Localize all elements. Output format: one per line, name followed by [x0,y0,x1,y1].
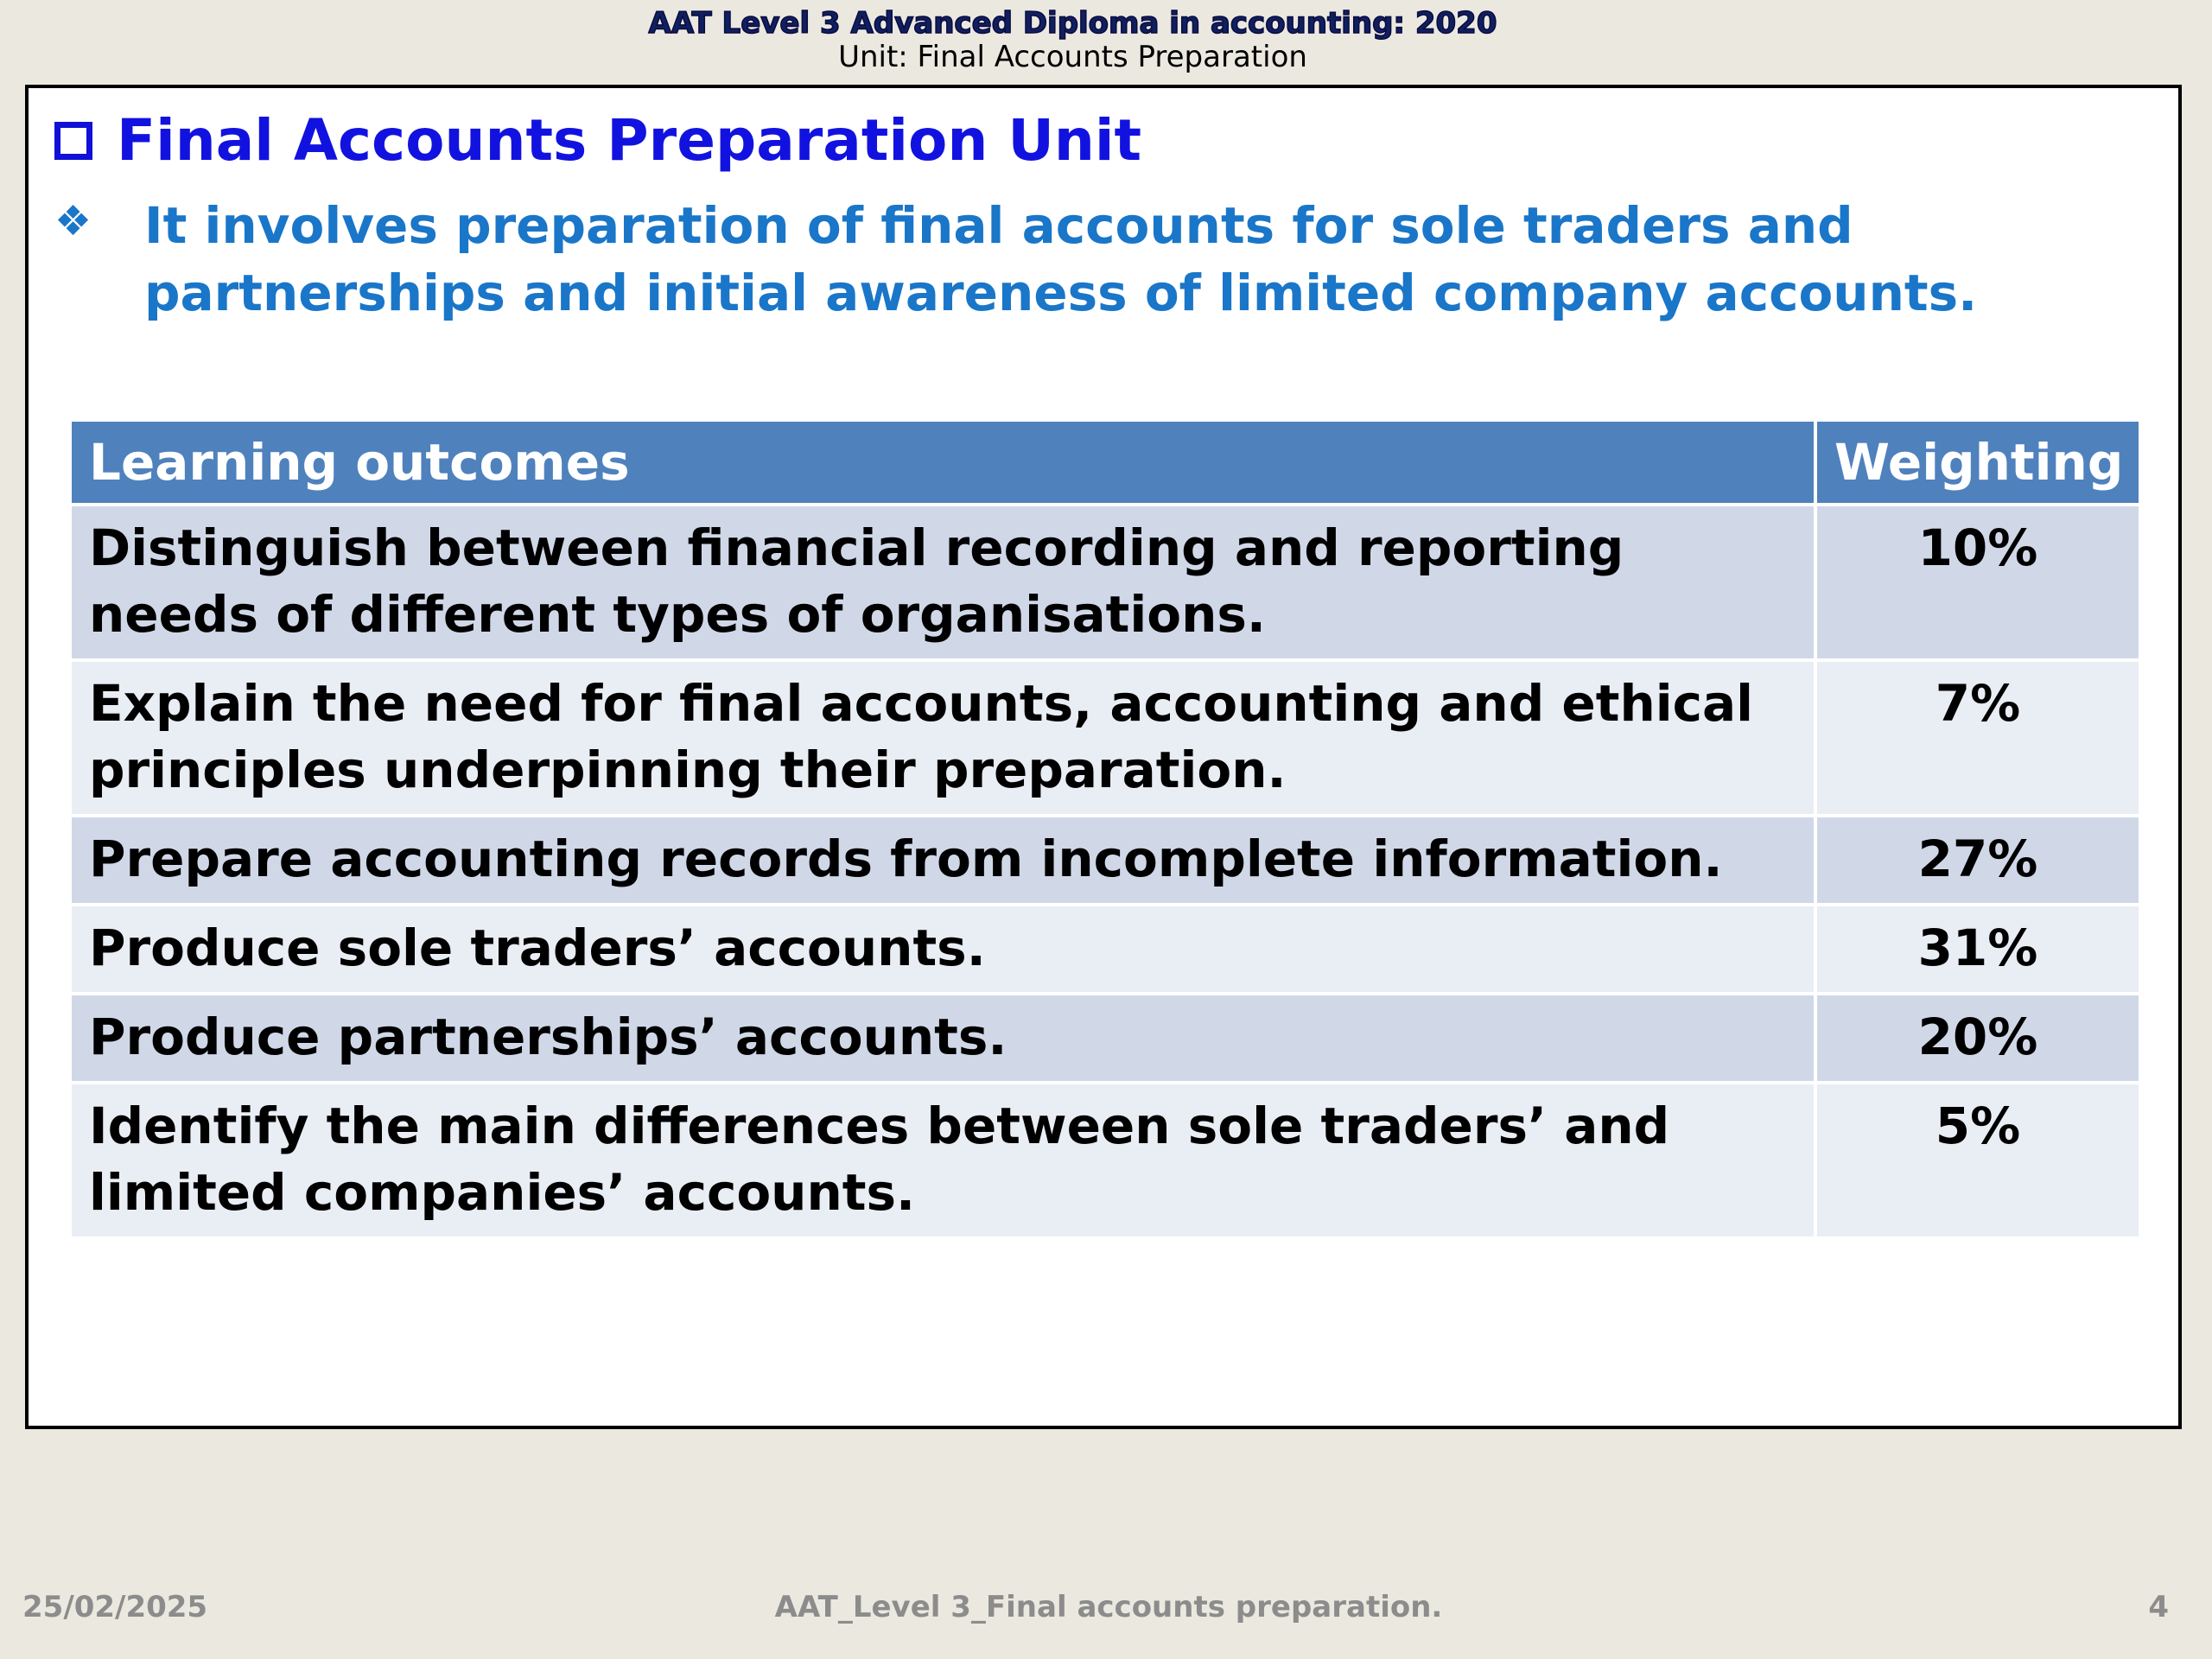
footer-title [0,1590,2212,1624]
weighting-cell: 5% [1817,1084,2139,1236]
outcome-cell: Produce partnerships’ accounts. [72,995,1814,1081]
outcome-cell: Produce sole traders’ accounts. [72,906,1814,992]
table-row [72,995,2139,1081]
weighting-cell: 31% [1817,906,2139,992]
slide-heading: Final Accounts Preparation Unit [117,106,1142,174]
unit-subtitle: Unit: Final Accounts Preparation [838,40,1307,74]
heading-row [54,107,1141,173]
weighting-cell: 10% [1817,506,2139,658]
slide-content-box [25,85,2182,1429]
description-text: It involves preparation of final accounts for sole traders and partnerships and initial awareness of limited company accounts. [144,196,1978,322]
page-number: 4 [2148,1590,2169,1624]
hollow-square-icon [54,122,92,160]
weighting-cell: 20% [1817,995,2139,1081]
column-header-outcomes: Learning outcomes [72,422,1814,503]
table-row [72,506,2139,658]
outcome-cell: Distinguish between financial recording and reporting needs of different types of organisations. [72,506,1814,658]
outcome-cell: Identify the main differences between sole traders’ and limited companies’ accounts. [72,1084,1814,1236]
outcome-cell: Prepare accounting records from incomplete information. [72,817,1814,903]
footer-title-text: AAT_Level 3_Final accounts preparation. [774,1590,1443,1624]
table-row [72,817,2139,903]
table-row [72,1084,2139,1236]
four-diamond-icon: ❖ [54,197,92,245]
table-row [72,662,2139,814]
table-row [72,906,2139,992]
column-header-weighting: Weighting [1817,422,2139,503]
learning-outcomes-table [68,418,2142,1240]
table-header-row [72,422,2139,503]
weighting-cell: 7% [1817,662,2139,814]
footer-date: 25/02/2025 [22,1590,208,1624]
course-title: AAT Level 3 Advanced Diploma in accounting: 2020 [648,6,1497,41]
outcome-cell: Explain the need for final accounts, accounting and ethical principles underpinning their preparation. [72,662,1814,814]
weighting-cell: 27% [1817,817,2139,903]
